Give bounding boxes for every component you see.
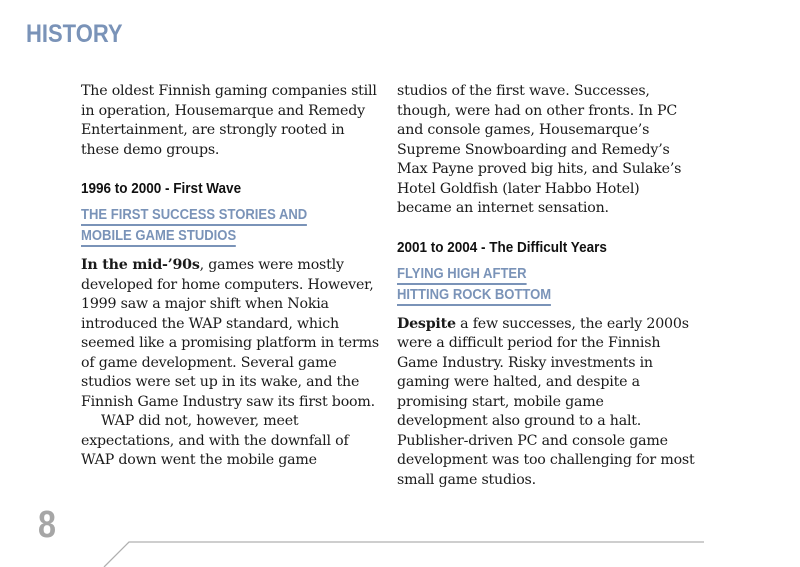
link-heading-first-success[interactable] xyxy=(81,205,351,247)
paragraph-rest: a few successes, the early 2000s were a difficult period for the Finnish Game Industry. Risky investments in gaming were halted, and despite a promising start, mobile game development also ground to a halt. Publisher-driven PC and console game development was too challenging for most small game studios. xyxy=(397,315,695,488)
section-title: HISTORY xyxy=(26,20,123,48)
left-column xyxy=(81,82,381,471)
right-column xyxy=(397,82,697,490)
page-number: 8 xyxy=(38,504,56,546)
paragraph-lead: In the mid-’90s xyxy=(81,257,200,273)
despite-paragraph xyxy=(397,315,697,491)
link-heading-flying-high[interactable] xyxy=(397,264,667,306)
mid-90s-paragraph xyxy=(81,256,381,412)
link-heading-line-1[interactable]: THE FIRST SUCCESS STORIES AND xyxy=(81,207,307,226)
link-heading-line-2[interactable]: MOBILE GAME STUDIOS xyxy=(81,228,236,247)
footer-rule xyxy=(0,538,800,567)
paragraph-lead: Despite xyxy=(397,315,456,332)
continued-paragraph: studios of the first wave. Successes, though, were had on other fronts. In PC and console games, Housemarque’s Supreme Snowboarding and Remedy’s Max Payne proved big hits, and Sulake’s Hotel Goldfish (later Habbo Hotel) became an internet sensation. xyxy=(397,83,682,216)
subhead-first-wave: 1996 to 2000 - First Wave xyxy=(81,180,242,197)
paragraph-rest: , games were mostly developed for home computers. However, 1999 saw a major shift when Nokia introduced the WAP standard, which seemed like a promising platform in terms of game development. Several game studios were set up in its wake, and the Finnish Game Industry saw its first boom. xyxy=(81,257,379,410)
link-heading-line-2[interactable]: HITTING ROCK BOTTOM xyxy=(397,287,551,306)
intro-paragraph: The oldest Finnish gaming companies still in operation, Housemarque and Remedy Entertainment, are strongly rooted in these demo groups. xyxy=(81,83,377,158)
link-heading-line-1[interactable]: FLYING HIGH AFTER xyxy=(397,266,527,285)
wap-paragraph: WAP did not, however, meet expectations, and with the downfall of WAP down went the mobile game xyxy=(81,413,349,468)
subhead-difficult-years: 2001 to 2004 - The Difficult Years xyxy=(397,238,607,256)
